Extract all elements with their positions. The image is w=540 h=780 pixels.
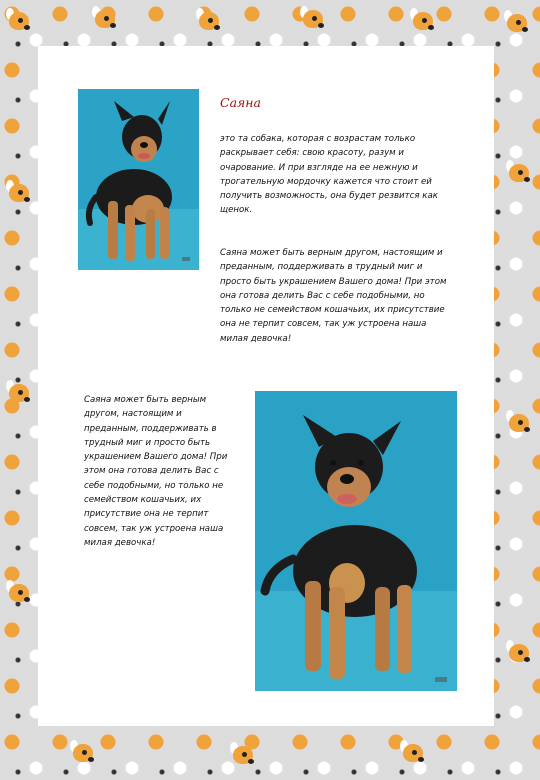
description-paragraph-3: Саяна может быть верным другом, настоящим и преданным, поддерживать в трудный миг и просто быть украшением Вашего дома! При этом она готова делить Вас с себе подобными, но только не семейством кошачьих, их присутствие она не терпит совсем, так уж устроена наша милая девочка! bbox=[84, 395, 228, 548]
dog-photo-top-image bbox=[78, 89, 199, 270]
dog-name-title: Саяна bbox=[220, 95, 261, 110]
border-dog-icon bbox=[6, 380, 32, 410]
dog-photo-bottom bbox=[255, 391, 457, 691]
border-dog-icon bbox=[300, 6, 326, 36]
dog-photo-bottom-image bbox=[255, 391, 457, 691]
border-dog-icon bbox=[506, 640, 532, 670]
border-dog-icon bbox=[70, 740, 96, 770]
border-dog-icon bbox=[506, 160, 532, 190]
border-dog-icon bbox=[410, 8, 436, 38]
dog-photo-top bbox=[78, 89, 199, 270]
border-dog-icon bbox=[400, 740, 426, 770]
border-dog-icon bbox=[506, 410, 532, 440]
border-dog-icon bbox=[6, 8, 32, 38]
border-dog-icon bbox=[196, 8, 222, 38]
border-dog-icon bbox=[6, 180, 32, 210]
border-dog-icon bbox=[92, 6, 118, 36]
border-dog-icon bbox=[230, 742, 256, 772]
border-dog-icon bbox=[6, 580, 32, 610]
border-dog-icon bbox=[504, 10, 530, 40]
content-page bbox=[38, 46, 494, 726]
description-paragraph-1: это та собака, которая с возрастам только раскрывает себя: свою красоту, разум и очарование. И при взгляде на ее нежную и трогательную мордочку кажется что стоит ей получить возможность, она будет резвится как щенок. bbox=[220, 134, 438, 216]
description-paragraph-2: Саяна может быть верным другом, настоящим и преданным, поддерживать в трудный миг и просто быть украшением Вашего дома! При этом она готова делить Вас с себе подобными, но только не семейством кошачьих, их присутствие она не терпит совсем, так уж устроена наша милая девочка! bbox=[220, 248, 447, 344]
